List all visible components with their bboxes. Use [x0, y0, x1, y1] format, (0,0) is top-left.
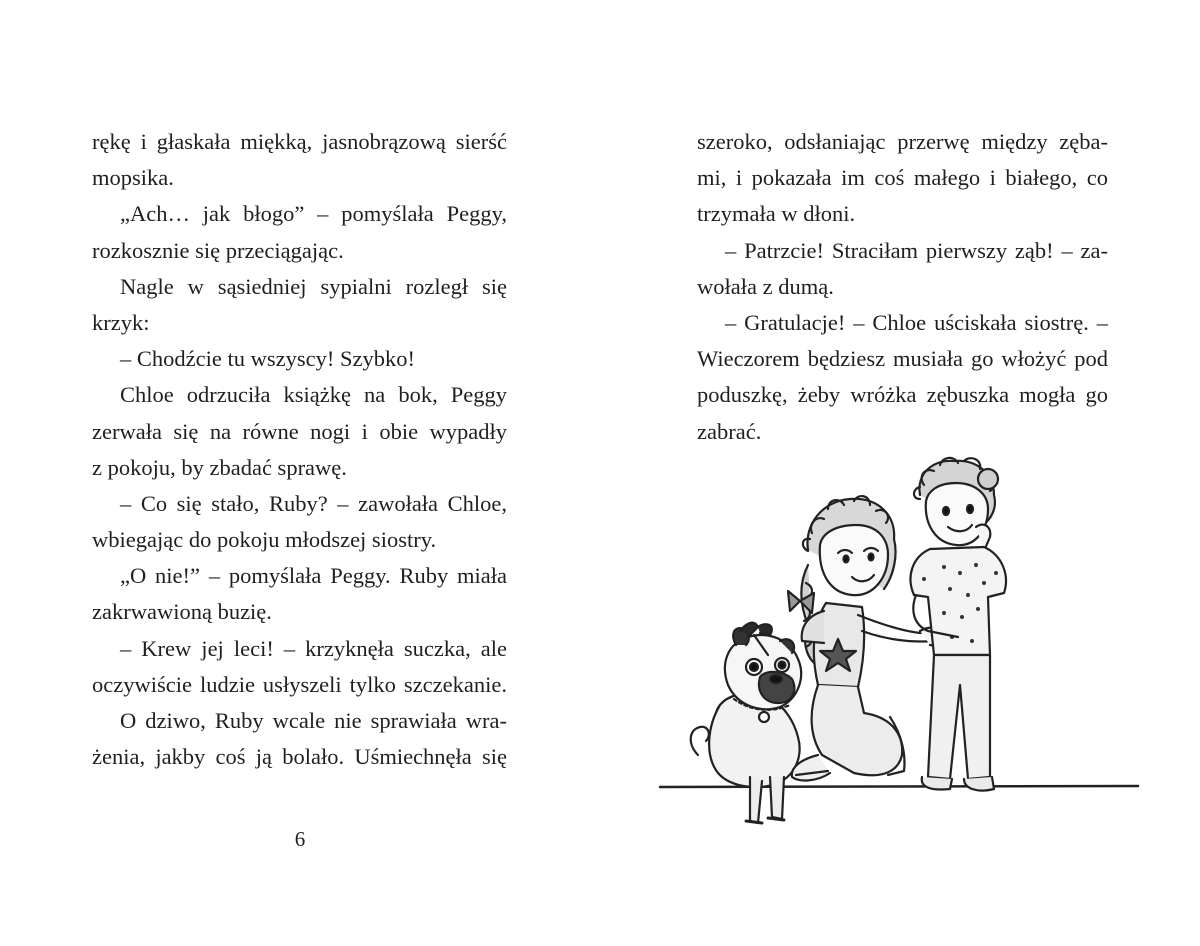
text-line: zakrwawioną buzię.	[92, 599, 272, 625]
standing-girl	[911, 458, 1006, 791]
text-line: mopsika.	[92, 165, 174, 191]
left-text-column	[92, 124, 507, 775]
pug-dog	[691, 623, 801, 823]
text-line: mi, i pokazała im coś małego i białego, co	[697, 165, 1108, 191]
text-line: rozkosznie się przeciągając.	[92, 237, 344, 263]
text-line: „O nie!” – pomyślała Peggy. Ruby miała	[120, 563, 507, 589]
text-line: trzymała w dłoni.	[697, 201, 856, 227]
text-line: Wieczorem będziesz musiała go włożyć pod	[697, 346, 1108, 372]
text-line: – Gratulacje! – Chloe uściskała siostrę. –	[725, 309, 1108, 335]
text-line: – Patrzcie! Straciłam pierwszy ząb! – za-	[725, 237, 1108, 263]
girls-and-pug-illustration	[658, 455, 1148, 840]
text-line: wołała z dumą.	[697, 273, 834, 299]
text-line: Chloe odrzuciła książkę na bok, Peggy	[120, 382, 507, 408]
text-line: – Chodźcie tu wszyscy! Szybko!	[120, 346, 415, 372]
text-line: z pokoju, by zbadać sprawę.	[92, 454, 347, 480]
text-line: zabrać.	[697, 418, 762, 444]
text-line: – Krew jej leci! – krzyknęła suczka, ale	[120, 635, 507, 661]
text-line: poduszkę, żeby wróżka zębuszka mogła go	[697, 382, 1108, 408]
text-line: O dziwo, Ruby wcale nie sprawiała wra-	[120, 708, 507, 733]
text-line: krzyk:	[92, 309, 150, 335]
page-number: 6	[294, 827, 306, 851]
illustration-svg	[658, 455, 1148, 840]
text-line: „Ach… jak błogo” – pomyślała Peggy,	[120, 201, 507, 227]
right-text-column	[697, 124, 1108, 450]
text-line: oczywiście ludzie usłyszeli tylko szczekanie.	[92, 671, 507, 697]
text-line: wbiegając do pokoju młodszej siostry.	[92, 527, 437, 553]
text-line: Nagle w sąsiedniej sypialni rozległ się	[120, 273, 507, 299]
right-page	[600, 0, 1200, 946]
text-line: rękę i głaskała miękką, jasnobrązową sierść	[92, 129, 507, 154]
floor-line	[660, 786, 1138, 787]
text-line: szeroko, odsłaniając przerwę między zęba-	[697, 129, 1108, 154]
text-line: żenia, jakby coś ją bolało. Uśmiechnęła się	[92, 744, 507, 770]
text-line: – Co się stało, Ruby? – zawołała Chloe,	[120, 490, 507, 516]
text-line: zerwała się na równe nogi i obie wypadły	[92, 418, 507, 444]
